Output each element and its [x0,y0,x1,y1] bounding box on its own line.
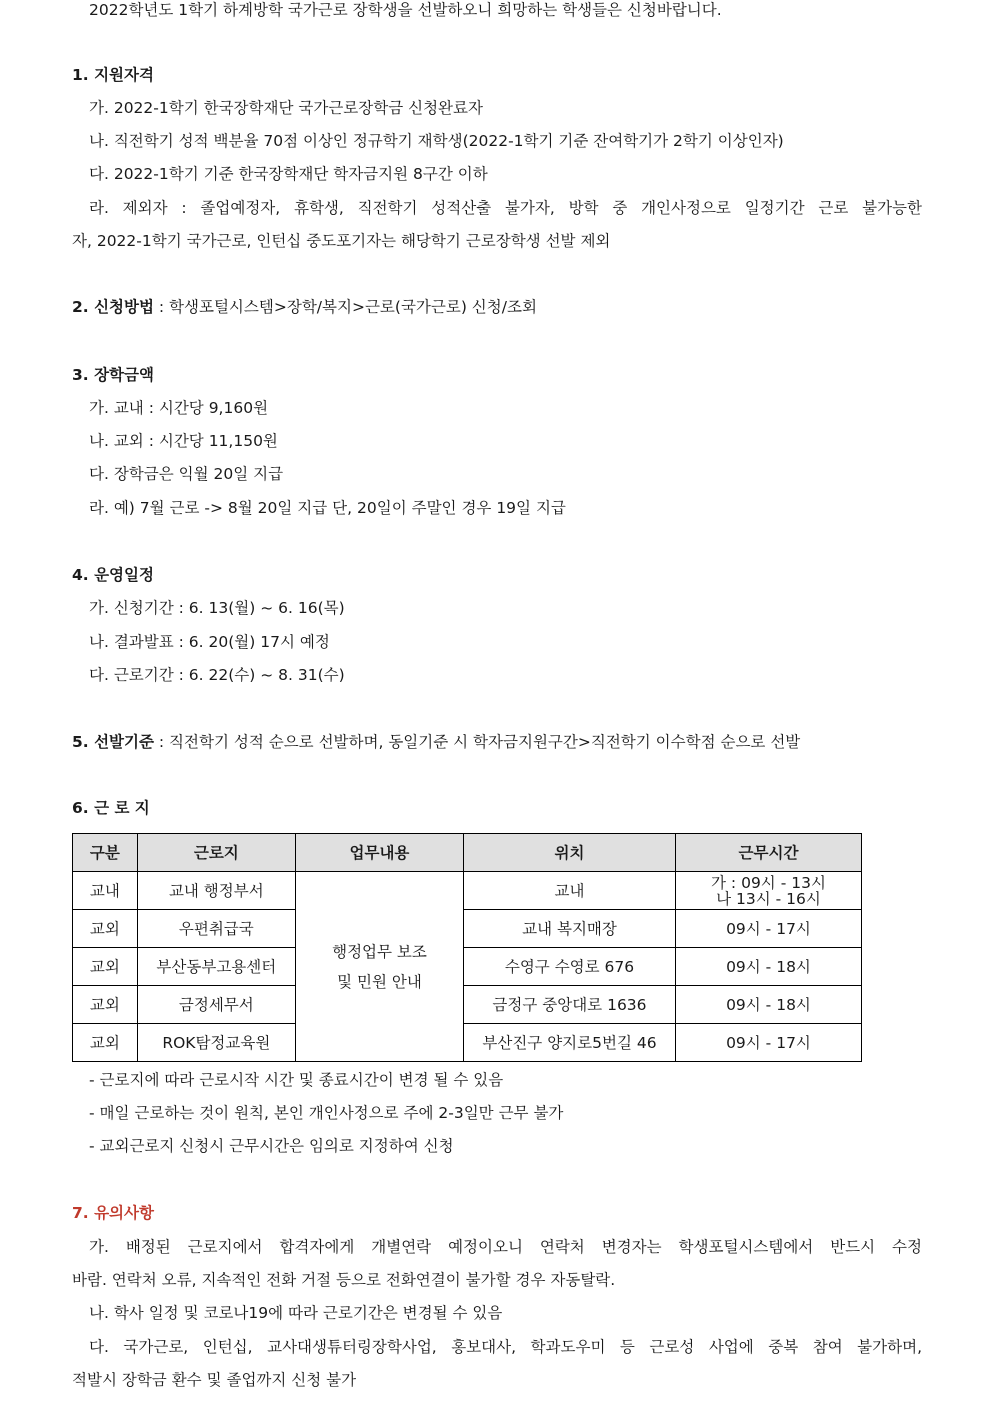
cell-hours: 09시 - 18시 [675,948,861,986]
cell-type: 교내 [73,872,138,910]
section-2-text: : 학생포털시스템>장학/복지>근로(국가근로) 신청/조회 [153,298,537,316]
section-4-title: 4. 운영일정 [72,566,154,584]
table-row [73,1024,862,1062]
table-row [73,872,862,910]
s4-item-c: 다. 근로기간 : 6. 22(수) ~ 8. 31(수) [89,666,345,684]
s7-item-a-line2: 바람. 연락처 오류, 지속적인 전화 거절 등으로 전화연결이 불가할 경우 자동탈락. [72,1271,616,1289]
s7-item-a-line1: 가. 배정된 근로지에서 합격자에게 개별연락 예정이오니 연락처 변경자는 학생포털시스템에서 반드시 수정 [89,1238,922,1256]
table-row [73,948,862,986]
cell-hours: 09시 - 18시 [675,986,861,1024]
s7-item-c-line2: 적발시 장학금 환수 및 졸업까지 신청 불가 [72,1371,357,1389]
cell-type: 교외 [73,986,138,1024]
duty-line-2: 및 민원 안내 [337,972,422,991]
hours-line-2: 나 13시 - 16시 [716,889,821,908]
cell-type: 교외 [73,910,138,948]
s3-item-a: 가. 교내 : 시간당 9,160원 [89,399,269,417]
s7-item-c-line1: 다. 국가근로, 인턴십, 교사대생튜터링장학사업, 홍보대사, 학과도우미 등 근로성 사업에 중복 참여 불가하며, [89,1338,922,1356]
s1-item-c: 다. 2022-1학기 기준 한국장학재단 학자금지원 8구간 이하 [89,165,488,183]
cell-place: 금정세무서 [137,986,295,1024]
section-7-title: 7. 유의사항 [72,1204,154,1222]
cell-place: 우편취급국 [137,910,295,948]
s3-item-b: 나. 교외 : 시간당 11,150원 [89,432,278,450]
cell-hours: 09시 - 17시 [675,1024,861,1062]
cell-place: 부산동부고용센터 [137,948,295,986]
cell-location: 수영구 수영로 676 [464,948,676,986]
s1-item-b: 나. 직전학기 성적 백분율 70점 이상인 정규학기 재학생(2022-1학기 기준 잔여학기가 2학기 이상인자) [89,132,784,150]
header-location: 위치 [464,834,676,872]
table-row [73,910,862,948]
s1-item-a: 가. 2022-1학기 한국장학재단 국가근로장학금 신청완료자 [89,99,483,117]
s3-item-d: 라. 예) 7월 근로 -> 8월 20일 지급 단, 20일이 주말인 경우 19일 지급 [89,499,566,517]
header-place: 근로지 [137,834,295,872]
s1-item-d-line2: 자, 2022-1학기 국가근로, 인턴십 중도포기자는 해당학기 근로장학생 선발 제외 [72,232,611,250]
cell-type: 교외 [73,948,138,986]
section-2-title: 2. 신청방법 [72,298,154,316]
cell-location: 부산진구 양지로5번길 46 [464,1024,676,1062]
cell-place: 교내 행정부서 [137,872,295,910]
s1-item-d-line1: 라. 제외자 : 졸업예정자, 휴학생, 직전학기 성적산출 불가자, 방학 중 개인사정으로 일정기간 근로 불가능한 [89,199,922,217]
cell-place: ROK탐정교육원 [137,1024,295,1062]
cell-hours [675,872,861,910]
cell-location: 교내 복지매장 [464,910,676,948]
header-duty: 업무내용 [295,834,463,872]
s6-note-1: - 근로지에 따라 근로시작 시간 및 종료시간이 변경 될 수 있음 [89,1071,504,1089]
section-3-title: 3. 장학금액 [72,366,154,384]
section-5 [72,732,800,752]
section-1-title: 1. 지원자격 [72,66,154,84]
workplace-table [72,833,862,1062]
section-5-title: 5. 선발기준 [72,733,154,751]
table-row [73,986,862,1024]
cell-hours: 09시 - 17시 [675,910,861,948]
duty-line-1: 행정업무 보조 [332,942,427,961]
s3-item-c: 다. 장학금은 익월 20일 지급 [89,465,284,483]
intro-text: 2022학년도 1학기 하계방학 국가근로 장학생을 선발하오니 희망하는 학생들은 신청바랍니다. [89,1,722,19]
header-type: 구분 [73,834,138,872]
cell-location: 금정구 중앙대로 1636 [464,986,676,1024]
s4-item-b: 나. 결과발표 : 6. 20(월) 17시 예정 [89,633,330,651]
s4-item-a: 가. 신청기간 : 6. 13(월) ~ 6. 16(목) [89,599,345,617]
s7-item-b: 나. 학사 일정 및 코로나19에 따라 근로기간은 변경될 수 있음 [89,1304,503,1322]
hours-line-1: 가 : 09시 - 13시 [711,873,826,892]
header-hours: 근무시간 [675,834,861,872]
section-2 [72,297,537,317]
section-5-text: : 직전학기 성적 순으로 선발하며, 동일기준 시 학자금지원구간>직전학기 이수학점 순으로 선발 [153,733,801,751]
s6-note-2: - 매일 근로하는 것이 원칙, 본인 개인사정으로 주에 2-3일만 근무 불가 [89,1104,564,1122]
cell-duty [295,872,463,1062]
cell-location: 교내 [464,872,676,910]
cell-type: 교외 [73,1024,138,1062]
s6-note-3: - 교외근로지 신청시 근무시간은 임의로 지정하여 신청 [89,1137,454,1155]
table-header-row [73,834,862,872]
section-6-title: 6. 근 로 지 [72,799,150,817]
